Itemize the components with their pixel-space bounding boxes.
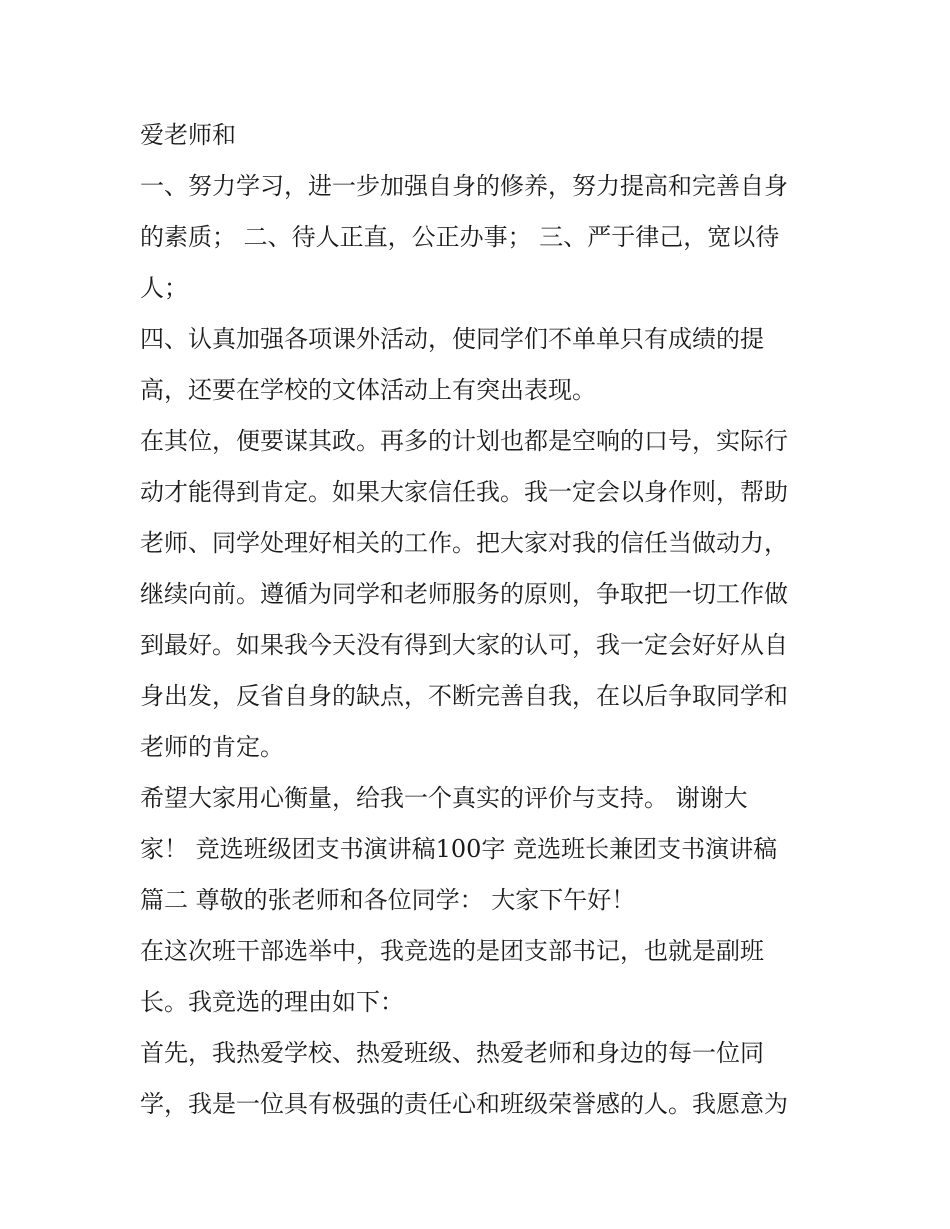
text-line: 在其位，便要谋其政。再多的计划也都是空响的口号，实际行 [140,427,788,455]
text-line: 一、努力学习，进一步加强自身的修养，努力提高和完善自身 [140,172,788,200]
text-line: 四、认真加强各项课外活动，使同学们不单单只有成绩的提 [140,325,764,353]
text-line: 篇二 尊敬的张老师和各位同学： 大家下午好！ [140,886,636,914]
text-line: 身出发，反省自身的缺点，不断完善自我，在以后争取同学和 [140,682,788,710]
text-line: 的素质； 二、待人正直，公正办事； 三、严于律己，宽以待 [140,223,780,251]
text-line: 动才能得到肯定。如果大家信任我。我一定会以身作则，帮助 [140,478,788,506]
text-line: 家！ 竞选班级团支书演讲稿100字 竞选班长兼团支书演讲稿 [140,835,778,863]
text-line: 老师、同学处理好相关的工作。把大家对我的信任当做动力， [140,529,788,557]
text-line: 老师的肯定。 [140,733,284,761]
text-line: 长。我竞选的理由如下： [140,988,404,1016]
text-line: 希望大家用心衡量，给我一个真实的评价与支持。 谢谢大 [140,784,748,812]
text-line: 到最好。如果我今天没有得到大家的认可，我一定会好好从自 [140,631,788,659]
text-line: 人； [140,274,188,302]
text-line: 首先，我热爱学校、热爱班级、热爱老师和身边的每一位同 [140,1039,764,1067]
text-line: 继续向前。遵循为同学和老师服务的原则，争取把一切工作做 [140,580,788,608]
body-text [140,110,820,1130]
text-line: 爱老师和 [140,121,236,149]
text-line: 高，还要在学校的文体活动上有突出表现。 [140,376,596,404]
text-line: 学，我是一位具有极强的责任心和班级荣誉感的人。我愿意为 [140,1090,788,1118]
text-line: 在这次班干部选举中，我竞选的是团支部书记，也就是副班 [140,937,764,965]
